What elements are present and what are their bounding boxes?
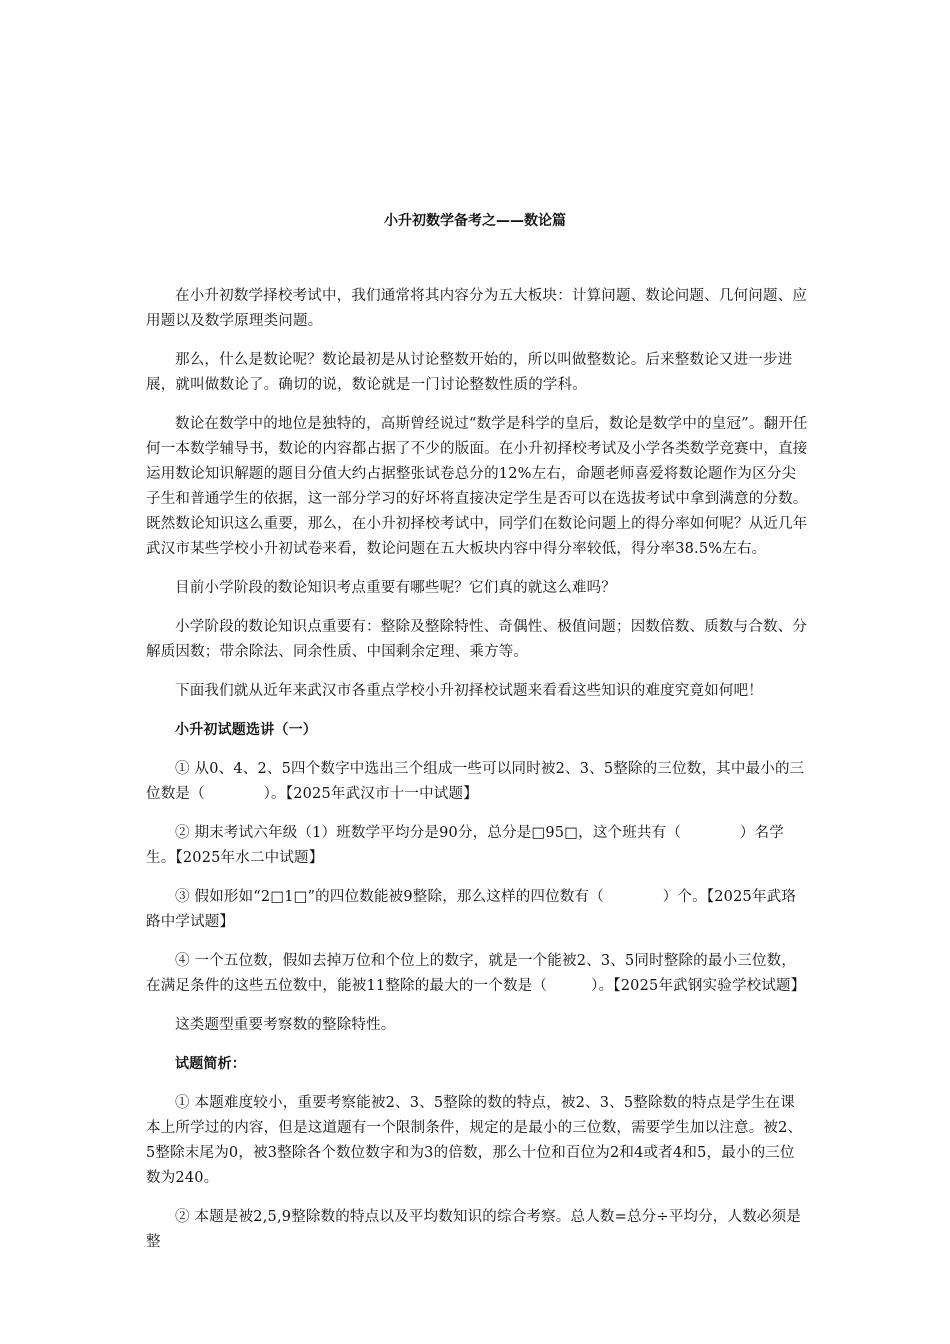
exercise-3: ③ 假如形如“2□1□”的四位数能被9整除，那么这样的四位数有（ ）个。【2025年武珞路中学试题】: [146, 889, 797, 930]
analysis-1: ① 本题难度较小，重要考察能被2、3、5整除的数的特点，被2、3、5整除数的特点是学生在课本上所学过的内容，但是这道题有一个限制条件，规定的是最小的三位数，需要学生加以注意。被2、5整除末尾为0，被3整除各个数位数字和为3的倍数，那么十位和百位为2和4或者4和5，最小的三位数为240。: [146, 1095, 803, 1186]
analysis-2: ② 本题是被2,5,9整除数的特点以及平均数知识的综合考察。总人数=总分÷平均分，人数必须是整: [146, 1209, 801, 1250]
exercise-1: ① 从0、4、2、5四个数字中选出三个组成一些可以同时被2、3、5整除的三位数，其中最小的三位数是（ ）。【2025年武汉市十一中试题】: [146, 761, 805, 802]
document-body: [146, 284, 808, 1269]
question-paragraph: 目前小学阶段的数论知识考点重要有哪些呢？它们真的就这么难吗？: [175, 580, 616, 596]
transition-paragraph: 下面我们就从近年来武汉市各重点学校小升初择校试题来看看这些知识的难度究竟如何吧！: [175, 683, 763, 699]
section-heading: 小升初试题选讲（一）: [175, 722, 317, 738]
summary-paragraph: 这类题型重要考察数的整除特性。: [175, 1017, 396, 1033]
knowledge-points-paragraph: 小学阶段的数论知识点重要有：整除及整除特性、奇偶性、极值问题；因数倍数、质数与合数、分解质因数；带余除法、同余性质、中国剩余定理、乘方等。: [146, 619, 808, 660]
definition-paragraph: 那么，什么是数论呢？数论最初是从讨论整数开始的，所以叫做整数论。后来整数论又进一步进展，就叫做数论了。确切的说，数论就是一门讨论整数性质的学科。: [146, 352, 793, 393]
importance-paragraph: 数论在数学中的地位是独特的，高斯曾经说过“数学是科学的皇后，数论是数学中的皇冠”。翻开任何一本数学辅导书，数论的内容都占据了不少的版面。在小升初择校考试及小学各类数学竞赛中，直接运用数论知识解题的题目分值大约占据整张试卷总分的12%左右，命题老师喜爱将数论题作为区分尖子生和普通学生的依据，这一部分学习的好坏将直接决定学生是否可以在选拔考试中拿到满意的分数。既然数论知识这么重要，那么，在小升初择校考试中，同学们在数论问题上的得分率如何呢？从近几年武汉市某些学校小升初试卷来看，数论问题在五大板块内容中得分率较低，得分率38.5%左右。: [146, 416, 808, 557]
exercise-2: ② 期末考试六年级（1）班数学平均分是90分，总分是□95□，这个班共有（ ）名学生。【2025年水二中试题】: [146, 825, 784, 866]
exercise-4: ④ 一个五位数，假如去掉万位和个位上的数字，就是一个能被2、3、5同时整除的最小三位数，在满足条件的这些五位数中，能被11整除的最大的一个数是（ ）。【2025年武钢实验学校试题】: [146, 953, 806, 994]
analysis-heading: 试题简析：: [175, 1056, 246, 1072]
intro-paragraph: 在小升初数学择校考试中，我们通常将其内容分为五大板块：计算问题、数论问题、几何问题、应用题以及数学原理类问题。: [146, 288, 808, 329]
page-title: 小升初数学备考之——数论篇: [384, 213, 566, 229]
